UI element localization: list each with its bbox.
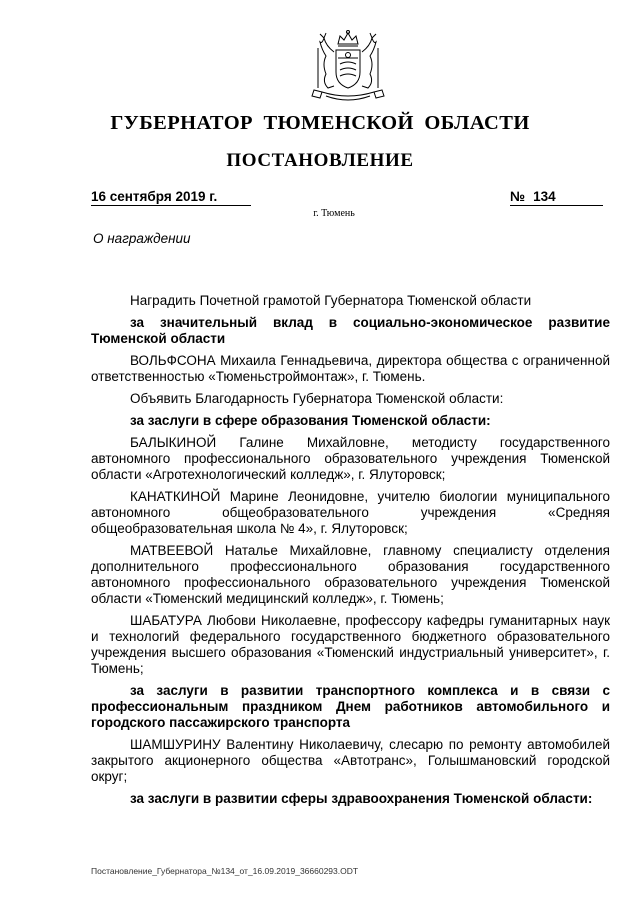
document-number-value: 134 <box>533 189 556 204</box>
document-city: г. Тюмень <box>313 208 355 219</box>
document-number <box>510 188 603 206</box>
awardee-paragraph: ШАМШУРИНУ Валентину Николаевичу, слесарю по ремонту автомобилей закрытого акционерного общества «Автотранс», Голышмановский городской округ; <box>91 737 610 784</box>
education-category-heading: за заслуги в сфере образования Тюменской области: <box>130 413 491 428</box>
award-category-heading: за значительный вклад в социально-экономическое развитие Тюменской области <box>91 315 610 346</box>
awardee-paragraph: МАТВЕЕВОЙ Наталье Михайловне, главному специалисту отделения дополнительного профессионального образования государственного автономного профессионального образовательного учреждения Тюменской области «Тюменский медицинский колледж», г. Тюмень; <box>91 543 610 606</box>
healthcare-category-heading: за заслуги в развитии сферы здравоохранения Тюменской области: <box>130 791 593 806</box>
award-intro-paragraph: Наградить Почетной грамотой Губернатора Тюменской области <box>130 293 532 308</box>
awardee-paragraph: ВОЛЬФСОНА Михаила Геннадьевича, директора общества с ограниченной ответственностью «Тюменьстроймонтаж», г. Тюмень. <box>91 353 610 384</box>
document-subject: О награждении <box>93 231 191 246</box>
awardee-paragraph: ШАБАТУРА Любови Николаевне, профессору кафедры гуманитарных наук и технологий федерального государственного бюджетного образовательного учреждения высшего образования «Тюменский индустриальный университет», г. Тюмень; <box>91 613 610 676</box>
transport-category-heading: за заслуги в развитии транспортного комплекса и в связи с профессиональным праздником Днем работников автомобильного и городского пассажирского транспорта <box>91 683 610 730</box>
document-footer-filename: Постановление_Губернатора_№134_от_16.09.2019_36660293.ODT <box>91 866 359 876</box>
document-date <box>91 188 251 206</box>
awardee-paragraph: КАНАТКИНОЙ Марине Леонидовне, учителю биологии муниципального автономного общеобразовательного учреждения «Средняя общеобразовательная школа № 4», г. Ялуторовск; <box>91 489 610 536</box>
gratitude-intro-paragraph: Объявить Благодарность Губернатора Тюменской области: <box>130 391 504 406</box>
awardee-paragraph: БАЛЫКИНОЙ Галине Михайловне, методисту государственного автономного профессионального образовательного учреждения Тюменской области «Агротехнологический колледж», г. Ялуторовск; <box>91 435 610 482</box>
document-date-value: 16 сентября 2019 г. <box>91 189 218 204</box>
document-body <box>91 293 610 813</box>
document-number-sign: № <box>510 189 526 204</box>
document-type-title: ПОСТАНОВЛЕНИЕ <box>226 150 414 171</box>
document-authority-title: ГУБЕРНАТОР ТЮМЕНСКОЙ ОБЛАСТИ <box>110 112 530 134</box>
tyumen-coat-of-arms-icon <box>300 28 396 108</box>
